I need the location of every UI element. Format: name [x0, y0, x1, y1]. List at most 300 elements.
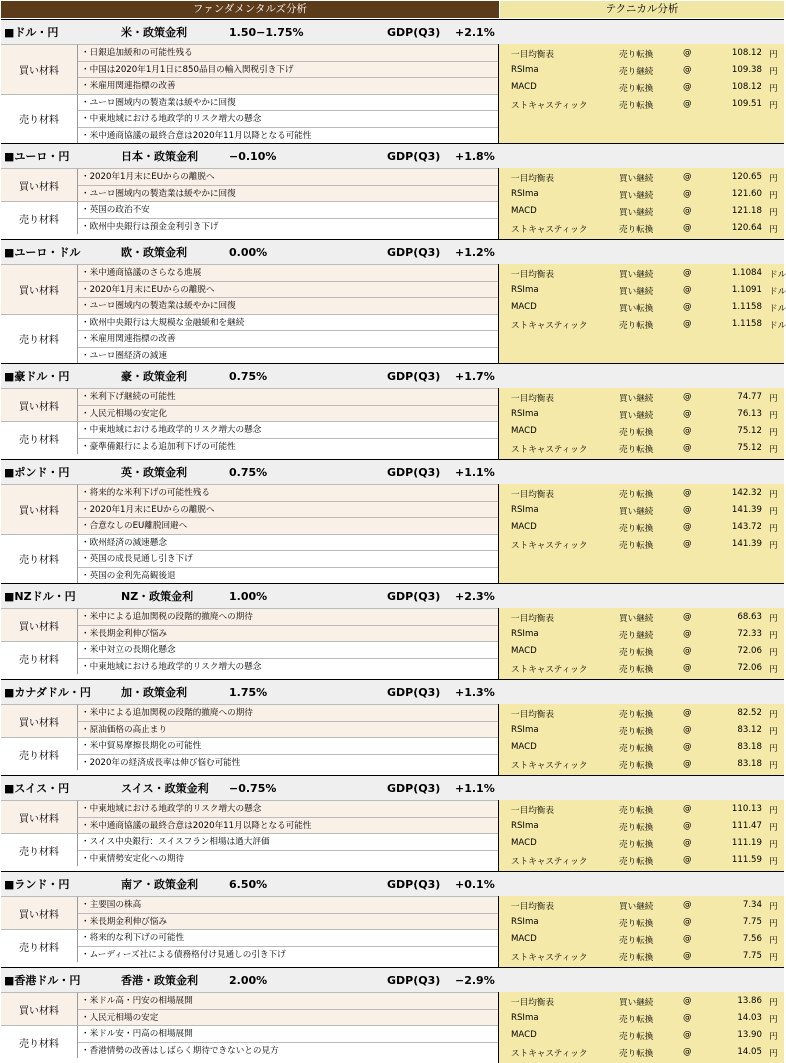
- indicator-signal: 買い継続: [619, 507, 654, 517]
- section-body: [1, 704, 784, 775]
- policy-rate-value: −0.10%: [229, 149, 277, 163]
- at-symbol: @: [683, 821, 692, 831]
- buy-factors: [1, 896, 498, 929]
- indicator-row: [499, 188, 784, 205]
- indicator-row: [499, 538, 784, 555]
- gdp-value: +1.2%: [455, 245, 495, 259]
- indicator-row: [499, 662, 784, 679]
- indicator-name: 一目均衡表: [511, 174, 554, 184]
- fundamentals-column: [1, 388, 499, 459]
- buy-factor-list: [78, 388, 498, 421]
- at-symbol: @: [683, 759, 692, 769]
- indicator-name: RSIma: [511, 65, 539, 75]
- indicator-signal: 売り転換: [619, 1015, 654, 1025]
- indicator-value: 108.12: [731, 48, 762, 58]
- at-symbol: @: [683, 742, 692, 752]
- indicator-signal: 売り転換: [619, 744, 654, 754]
- factor-item: ・米雇用関連指標の改善: [78, 77, 498, 94]
- fundamentals-column: [1, 800, 499, 871]
- indicator-unit: 円: [769, 710, 778, 720]
- at-symbol: @: [683, 725, 692, 735]
- indicator-signal: 売り転換: [619, 101, 654, 111]
- indicator-name: ストキャスティック: [511, 541, 588, 551]
- policy-rate-label: 豪・政策金利: [121, 370, 187, 383]
- factor-item: ・欧州中央銀行は預金金利引き下げ: [78, 218, 498, 235]
- currency-pair: ■NZドル・円: [4, 590, 76, 603]
- indicator-row: [499, 628, 784, 645]
- section-body: [1, 44, 784, 143]
- sell-factor-list: [78, 94, 498, 144]
- policy-rate-label: 香港・政策金利: [121, 974, 198, 987]
- indicator-unit: 円: [769, 648, 778, 658]
- indicator-value: 108.12: [731, 82, 762, 92]
- indicator-row: [499, 267, 784, 284]
- buy-factor-list: [78, 992, 498, 1025]
- indicator-signal: 売り転換: [619, 428, 654, 438]
- indicator-signal: 売り転換: [619, 710, 654, 720]
- buy-factors: [1, 800, 498, 833]
- gdp-value: +1.1%: [455, 465, 495, 479]
- indicator-value: 141.39: [731, 539, 762, 549]
- buy-factor-list: [78, 608, 498, 641]
- currency-section: [1, 143, 784, 239]
- indicator-row: [499, 391, 784, 408]
- sell-factors-label: 売り材料: [1, 201, 78, 234]
- indicator-unit: 円: [769, 84, 778, 94]
- gdp-label: GDP(Q3): [387, 149, 441, 163]
- factor-item: ・人民元相場の安定化: [78, 405, 498, 422]
- indicator-unit: 円: [769, 1015, 778, 1025]
- buy-factors: [1, 44, 498, 94]
- sell-factors-label: 売り材料: [1, 929, 78, 962]
- currency-section: [1, 583, 784, 679]
- indicator-row: [499, 1046, 784, 1063]
- at-symbol: @: [683, 838, 692, 848]
- indicator-name: MACD: [511, 302, 537, 312]
- section-header: [1, 20, 784, 44]
- indicator-name: 一目均衡表: [511, 614, 554, 624]
- gdp-label: GDP(Q3): [387, 589, 441, 603]
- indicator-row: [499, 98, 784, 115]
- at-symbol: @: [683, 996, 692, 1006]
- indicator-value: 75.12: [737, 426, 762, 436]
- factor-item: ・英国の成長見通し引き下げ: [78, 550, 498, 567]
- indicator-unit: 円: [769, 174, 778, 184]
- at-symbol: @: [683, 804, 692, 814]
- indicator-name: 一目均衡表: [511, 270, 554, 280]
- indicator-signal: 売り転換: [619, 321, 654, 331]
- factor-item: ・中国は2020年1月1日に850品目の輸入関税引き下げ: [78, 61, 498, 78]
- sell-factors: [1, 421, 498, 454]
- at-symbol: @: [683, 505, 692, 515]
- at-symbol: @: [683, 223, 692, 233]
- indicator-unit: ドル: [769, 304, 786, 314]
- fundamentals-column: [1, 264, 499, 363]
- at-symbol: @: [683, 48, 692, 58]
- section-header: [1, 776, 784, 800]
- indicator-name: MACD: [511, 82, 537, 92]
- factor-item: ・米長期金利伸び悩み: [78, 913, 498, 930]
- indicator-value: 142.32: [731, 488, 762, 498]
- indicator-name: MACD: [511, 646, 537, 656]
- policy-rate-value: 1.75%: [229, 685, 268, 699]
- buy-factors-label: 買い材料: [1, 44, 78, 94]
- indicator-unit: 円: [769, 490, 778, 500]
- section-header: [1, 460, 784, 484]
- factor-item: ・欧州中央銀行は大規模な金融緩和を継続: [78, 314, 498, 331]
- indicator-row: [499, 899, 784, 916]
- indicator-signal: 売り転換: [619, 225, 654, 235]
- indicator-row: [499, 933, 784, 950]
- gdp-label: GDP(Q3): [387, 245, 441, 259]
- indicator-unit: 円: [769, 541, 778, 551]
- indicator-unit: 円: [769, 919, 778, 929]
- sell-factors-label: 売り材料: [1, 641, 78, 674]
- technical-column: [499, 264, 784, 363]
- technical-column: [499, 484, 784, 583]
- indicator-value: 7.75: [742, 917, 762, 927]
- indicator-unit: 円: [769, 727, 778, 737]
- indicator-unit: 円: [769, 665, 778, 675]
- indicator-row: [499, 1029, 784, 1046]
- indicator-name: 一目均衡表: [511, 806, 554, 816]
- technical-column: [499, 992, 784, 1063]
- policy-rate-label: 南ア・政策金利: [121, 878, 198, 891]
- factor-item: ・米中による追加関税の段階的撤廃への期待: [78, 704, 498, 721]
- section-header: [1, 240, 784, 264]
- indicator-name: RSIma: [511, 285, 539, 295]
- policy-rate-label: 英・政策金利: [121, 466, 187, 479]
- currency-pair: ■ユーロ・円: [4, 150, 70, 163]
- factor-item: ・米中通商協議の最終合意は2020年11月以降となる可能性: [78, 127, 498, 144]
- buy-factors: [1, 704, 498, 737]
- fundamentals-column: [1, 608, 499, 679]
- currency-section: [1, 871, 784, 967]
- currency-section: [1, 967, 784, 1063]
- gdp-value: +2.1%: [455, 25, 495, 39]
- indicator-name: ストキャスティック: [511, 665, 588, 675]
- gdp-value: −2.9%: [455, 973, 495, 987]
- policy-rate-value: 0.75%: [229, 369, 268, 383]
- factor-item: ・原油価格の高止まり: [78, 721, 498, 738]
- indicator-unit: ドル: [769, 287, 786, 297]
- gdp-value: +1.8%: [455, 149, 495, 163]
- indicator-value: 121.18: [731, 206, 762, 216]
- factor-item: ・米長期金利伸び悩み: [78, 625, 498, 642]
- currency-pair: ■スイス・円: [4, 782, 70, 795]
- indicator-signal: 買い継続: [619, 208, 654, 218]
- currency-section: [1, 775, 784, 871]
- indicator-unit: 円: [769, 902, 778, 912]
- indicator-name: MACD: [511, 742, 537, 752]
- indicator-name: 一目均衡表: [511, 902, 554, 912]
- policy-rate-value: 2.00%: [229, 973, 268, 987]
- indicator-signal: 売り転換: [619, 823, 654, 833]
- buy-factors: [1, 992, 498, 1025]
- fundamentals-column: [1, 992, 499, 1063]
- at-symbol: @: [683, 522, 692, 532]
- indicator-signal: 買い継続: [619, 270, 654, 280]
- indicator-value: 7.56: [742, 934, 762, 944]
- currency-pair: ■カナダドル・円: [4, 686, 91, 699]
- indicator-name: ストキャスティック: [511, 857, 588, 867]
- sell-factor-list: [78, 833, 498, 866]
- gdp-value: +1.7%: [455, 369, 495, 383]
- buy-factors-label: 買い材料: [1, 896, 78, 929]
- indicator-row: [499, 1012, 784, 1029]
- policy-rate-value: 1.50−1.75%: [229, 25, 304, 39]
- gdp-label: GDP(Q3): [387, 685, 441, 699]
- technical-column: [499, 896, 784, 967]
- indicator-unit: 円: [769, 394, 778, 404]
- currency-pair: ■ランド・円: [4, 878, 70, 891]
- indicator-signal: 売り転換: [619, 84, 654, 94]
- fundamentals-header: ファンダメンタルズ分析: [1, 1, 499, 18]
- indicator-value: 111.59: [731, 855, 762, 865]
- sell-factors: [1, 314, 498, 364]
- indicator-row: [499, 995, 784, 1012]
- indicator-value: 120.65: [731, 172, 762, 182]
- indicator-signal: 売り継続: [619, 631, 654, 641]
- factor-item: ・中東地域における地政学的リスク増大の懸念: [78, 658, 498, 675]
- section-body: [1, 264, 784, 363]
- currency-section: [1, 239, 784, 363]
- currency-section: [1, 363, 784, 459]
- at-symbol: @: [683, 319, 692, 329]
- indicator-row: [499, 611, 784, 628]
- gdp-label: GDP(Q3): [387, 781, 441, 795]
- at-symbol: @: [683, 646, 692, 656]
- sell-factors-label: 売り材料: [1, 314, 78, 364]
- policy-rate-value: 6.50%: [229, 877, 268, 891]
- at-symbol: @: [683, 900, 692, 910]
- indicator-row: [499, 47, 784, 64]
- technical-column: [499, 800, 784, 871]
- indicator-unit: 円: [769, 411, 778, 421]
- factor-item: ・米ドル高・円安の相場展開: [78, 992, 498, 1009]
- at-symbol: @: [683, 82, 692, 92]
- indicator-value: 7.75: [742, 951, 762, 961]
- sell-factors: [1, 737, 498, 770]
- indicator-unit: 円: [769, 840, 778, 850]
- indicator-name: MACD: [511, 1030, 537, 1040]
- currency-pair: ■豪ドル・円: [4, 370, 70, 383]
- sell-factors-label: 売り材料: [1, 421, 78, 454]
- policy-rate-value: 1.00%: [229, 589, 268, 603]
- section-body: [1, 896, 784, 967]
- indicator-row: [499, 758, 784, 775]
- at-symbol: @: [683, 409, 692, 419]
- factor-item: ・合意なしのEU離脱回避へ: [78, 517, 498, 534]
- sell-factor-list: [78, 1025, 498, 1058]
- policy-rate-label: 欧・政策金利: [121, 246, 187, 259]
- indicator-name: 一目均衡表: [511, 490, 554, 500]
- technical-column: [499, 388, 784, 459]
- indicator-name: MACD: [511, 426, 537, 436]
- at-symbol: @: [683, 443, 692, 453]
- indicator-unit: 円: [769, 507, 778, 517]
- factor-item: ・香港情勢の改善はしばらく期待できないとの見方: [78, 1042, 498, 1059]
- at-symbol: @: [683, 99, 692, 109]
- buy-factor-list: [78, 44, 498, 94]
- indicator-signal: 買い継続: [619, 174, 654, 184]
- indicator-value: 1.1158: [731, 319, 762, 329]
- table-header: [1, 1, 784, 18]
- indicator-unit: 円: [769, 191, 778, 201]
- policy-rate-value: 0.75%: [229, 465, 268, 479]
- factor-item: ・2020年1月末にEUからの離脱へ: [78, 501, 498, 518]
- indicator-value: 13.86: [737, 996, 762, 1006]
- indicator-name: RSIma: [511, 409, 539, 419]
- at-symbol: @: [683, 934, 692, 944]
- sell-factors-label: 売り材料: [1, 833, 78, 866]
- indicator-unit: 円: [769, 806, 778, 816]
- indicator-unit: 円: [769, 953, 778, 963]
- buy-factors: [1, 388, 498, 421]
- indicator-signal: 買い継続: [619, 191, 654, 201]
- indicator-unit: 円: [769, 936, 778, 946]
- gdp-label: GDP(Q3): [387, 25, 441, 39]
- at-symbol: @: [683, 172, 692, 182]
- indicator-unit: 円: [769, 208, 778, 218]
- indicator-unit: 円: [769, 1032, 778, 1042]
- indicator-row: [499, 301, 784, 318]
- indicator-unit: 円: [769, 823, 778, 833]
- indicator-name: RSIma: [511, 725, 539, 735]
- sell-factors-label: 売り材料: [1, 1025, 78, 1058]
- factor-item: ・人民元相場の安定: [78, 1009, 498, 1026]
- indicator-name: ストキャスティック: [511, 321, 588, 331]
- at-symbol: @: [683, 1047, 692, 1057]
- indicator-name: ストキャスティック: [511, 953, 588, 963]
- indicator-signal: 売り転換: [619, 953, 654, 963]
- at-symbol: @: [683, 268, 692, 278]
- indicator-signal: 買い継続: [619, 394, 654, 404]
- factor-item: ・豪準備銀行による追加利下げの可能性: [78, 438, 498, 455]
- section-header: [1, 680, 784, 704]
- indicator-name: 一目均衡表: [511, 50, 554, 60]
- indicator-value: 7.34: [742, 900, 762, 910]
- indicator-name: ストキャスティック: [511, 101, 588, 111]
- section-body: [1, 992, 784, 1063]
- factor-item: ・米中通商協議のさらなる進展: [78, 264, 498, 281]
- indicator-row: [499, 707, 784, 724]
- buy-factors: [1, 264, 498, 314]
- indicator-row: [499, 205, 784, 222]
- sell-factors: [1, 833, 498, 866]
- indicator-row: [499, 820, 784, 837]
- factor-item: ・ユーロ圏域内の製造業は緩やかに回復: [78, 185, 498, 202]
- at-symbol: @: [683, 612, 692, 622]
- section-header: [1, 364, 784, 388]
- buy-factor-list: [78, 484, 498, 534]
- indicator-signal: 売り継続: [619, 67, 654, 77]
- indicator-name: 一目均衡表: [511, 998, 554, 1008]
- currency-pair: ■ドル・円: [4, 26, 59, 39]
- buy-factors-label: 買い材料: [1, 168, 78, 201]
- at-symbol: @: [683, 65, 692, 75]
- factor-item: ・ムーディーズ社による債務格付け見通しの引き下げ: [78, 946, 498, 963]
- section-header: [1, 968, 784, 992]
- sell-factor-list: [78, 737, 498, 770]
- indicator-signal: 売り転換: [619, 445, 654, 455]
- indicator-row: [499, 521, 784, 538]
- indicator-name: MACD: [511, 206, 537, 216]
- indicator-row: [499, 837, 784, 854]
- indicator-row: [499, 64, 784, 81]
- policy-rate-label: スイス・政策金利: [121, 782, 209, 795]
- buy-factors: [1, 484, 498, 534]
- indicator-row: [499, 803, 784, 820]
- buy-factor-list: [78, 800, 498, 833]
- factor-item: ・米中通商協議の最終合意は2020年11月以降となる可能性: [78, 817, 498, 834]
- indicator-name: ストキャスティック: [511, 1049, 588, 1059]
- indicator-signal: 買い継続: [619, 411, 654, 421]
- indicator-value: 72.06: [737, 663, 762, 673]
- sell-factors: [1, 201, 498, 234]
- currency-section: [1, 679, 784, 775]
- indicator-row: [499, 81, 784, 98]
- currency-section: [1, 459, 784, 583]
- sell-factor-list: [78, 641, 498, 674]
- factor-item: ・米利下げ継続の可能性: [78, 388, 498, 405]
- sell-factors-label: 売り材料: [1, 94, 78, 144]
- factor-item: ・中東情勢安定化への期待: [78, 850, 498, 867]
- at-symbol: @: [683, 1013, 692, 1023]
- indicator-name: RSIma: [511, 1013, 539, 1023]
- gdp-value: +2.3%: [455, 589, 495, 603]
- factor-item: ・中東地域における地政学的リスク増大の懸念: [78, 421, 498, 438]
- indicator-name: 一目均衡表: [511, 394, 554, 404]
- gdp-label: GDP(Q3): [387, 465, 441, 479]
- policy-rate-label: 米・政策金利: [121, 26, 187, 39]
- buy-factor-list: [78, 264, 498, 314]
- indicator-row: [499, 284, 784, 301]
- factor-item: ・ユーロ圏域内の製造業は緩やかに回復: [78, 94, 498, 111]
- sell-factors: [1, 641, 498, 674]
- factor-item: ・中東地域における地政学的リスク増大の懸念: [78, 110, 498, 127]
- indicator-unit: 円: [769, 857, 778, 867]
- indicator-row: [499, 950, 784, 967]
- indicator-value: 120.64: [731, 223, 762, 233]
- factor-item: ・米中対立の長期化懸念: [78, 641, 498, 658]
- indicator-unit: 円: [769, 101, 778, 111]
- technical-column: [499, 168, 784, 239]
- indicator-value: 68.63: [737, 612, 762, 622]
- section-header: [1, 144, 784, 168]
- indicator-value: 141.39: [731, 505, 762, 515]
- factor-item: ・スイス中央銀行：スイスフラン相場は過大評価: [78, 833, 498, 850]
- indicator-name: RSIma: [511, 505, 539, 515]
- section-body: [1, 800, 784, 871]
- policy-rate-label: NZ・政策金利: [121, 590, 194, 603]
- factor-item: ・2020年の経済成長率は伸び悩む可能性: [78, 754, 498, 771]
- factor-item: ・将来的な米利下げの可能性残る: [78, 484, 498, 501]
- at-symbol: @: [683, 917, 692, 927]
- buy-factors-label: 買い材料: [1, 704, 78, 737]
- at-symbol: @: [683, 206, 692, 216]
- indicator-value: 76.13: [737, 409, 762, 419]
- factor-item: ・中東地域における地政学的リスク増大の懸念: [78, 800, 498, 817]
- indicator-row: [499, 442, 784, 459]
- factor-item: ・将来的な利下げの可能性: [78, 929, 498, 946]
- indicator-name: ストキャスティック: [511, 225, 588, 235]
- indicator-unit: 円: [769, 1049, 778, 1059]
- factor-item: ・主要国の株高: [78, 896, 498, 913]
- indicator-unit: ドル: [769, 321, 786, 331]
- indicator-value: 72.06: [737, 646, 762, 656]
- sell-factor-list: [78, 201, 498, 234]
